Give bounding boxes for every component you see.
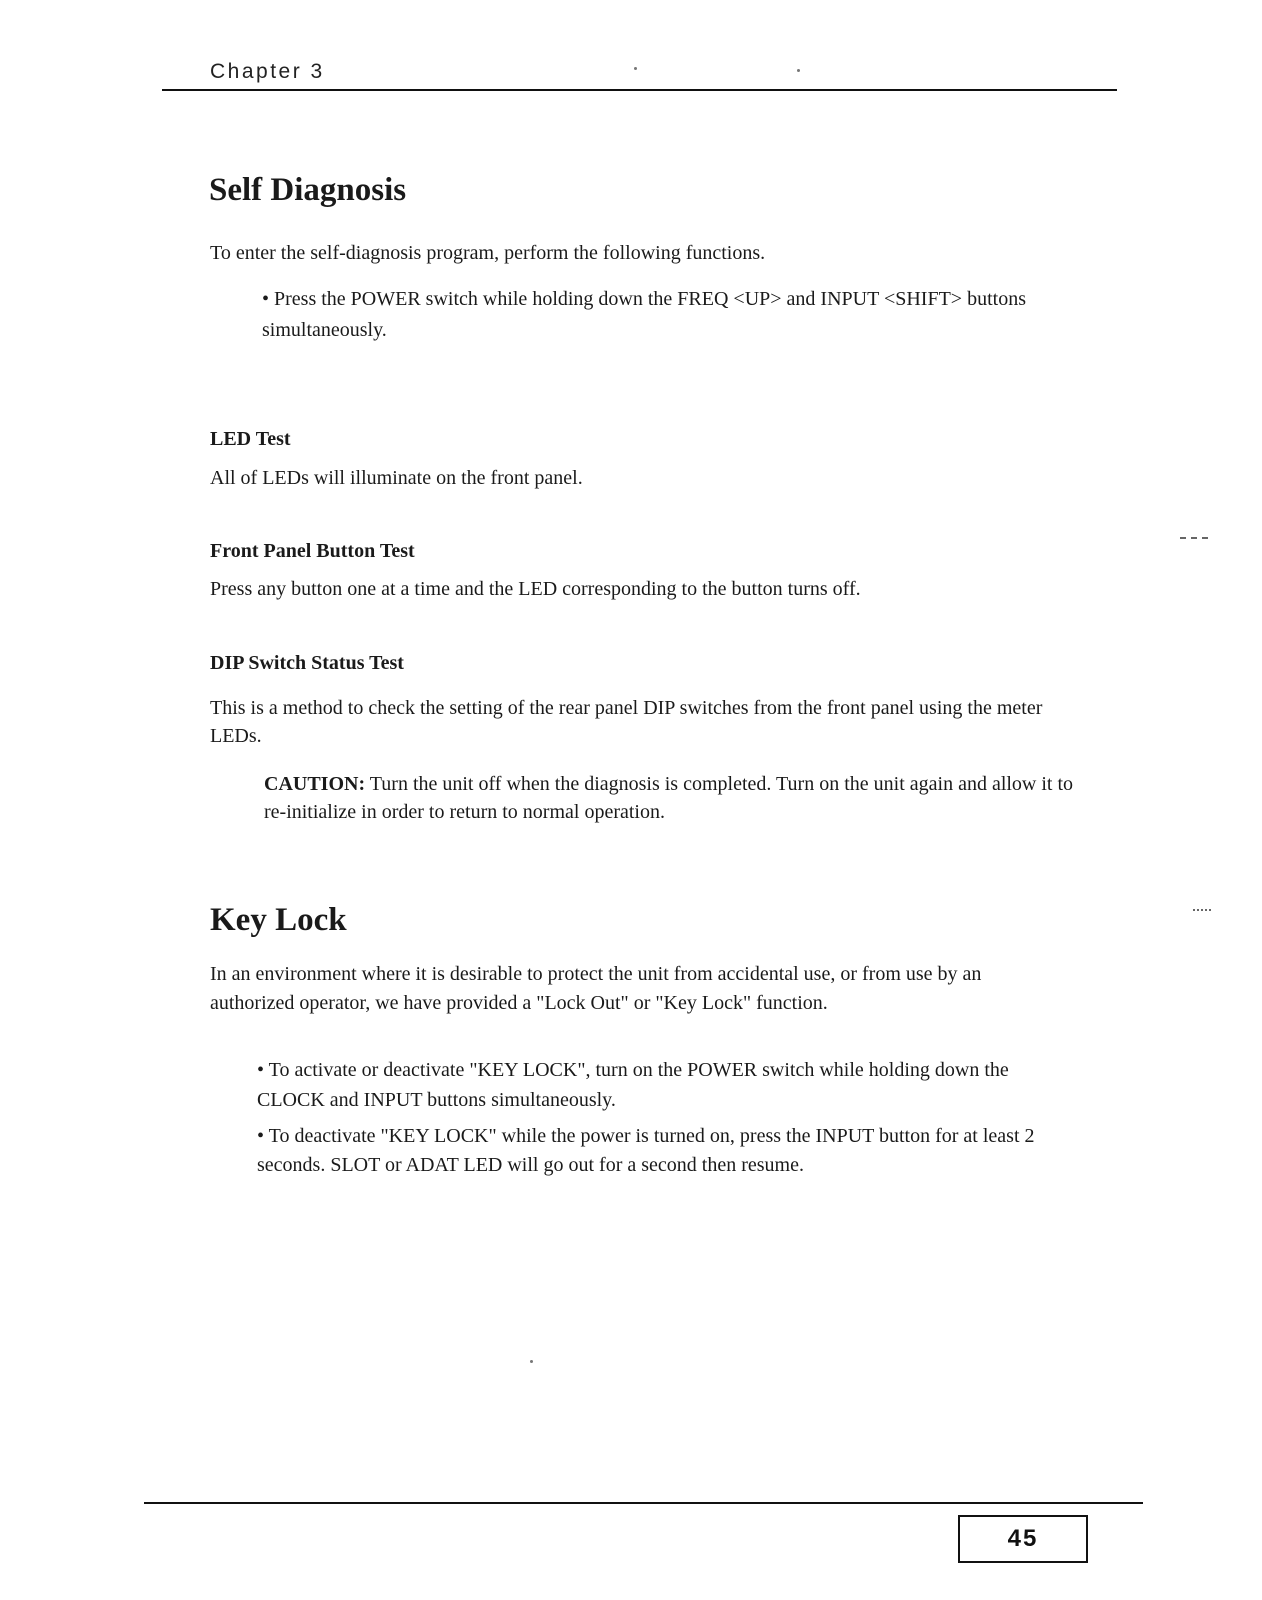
led-test-body: All of LEDs will illuminate on the front panel. xyxy=(210,467,583,489)
section-title-key-lock: Key Lock xyxy=(210,902,347,938)
chapter-header: Chapter 3 xyxy=(210,60,325,83)
page-number-box xyxy=(958,1515,1088,1563)
key-lock-bullet: • To activate or deactivate "KEY LOCK", turn on the POWER switch while holding down the CLOCK and INPUT buttons simultaneously. xyxy=(257,1059,1009,1111)
footer-rule xyxy=(144,1502,1143,1504)
scan-mark xyxy=(1180,537,1208,540)
caution-label: CAUTION: xyxy=(264,773,366,795)
caution-note xyxy=(264,770,1079,826)
self-diagnosis-bullet: • Press the POWER switch while holding down the FREQ <UP> and INPUT <SHIFT> buttons simultaneously. xyxy=(262,288,1026,341)
subheading-front-panel-button-test: Front Panel Button Test xyxy=(210,540,415,562)
caution-text: Turn the unit off when the diagnosis is completed. Turn on the unit again and allow it to re-initialize in order to return to normal operation. xyxy=(264,773,1074,823)
section-title-self-diagnosis: Self Diagnosis xyxy=(209,172,407,208)
dip-switch-status-test-body: This is a method to check the setting of the rear panel DIP switches from the front panel using the meter LEDs. xyxy=(210,697,1043,747)
header-rule xyxy=(162,89,1117,91)
subheading-dip-switch-status-test: DIP Switch Status Test xyxy=(210,652,404,674)
scan-mark xyxy=(1193,909,1211,912)
self-diagnosis-intro: To enter the self-diagnosis program, perform the following functions. xyxy=(210,242,766,264)
scan-speck xyxy=(634,67,637,70)
key-lock-bullet: • To deactivate "KEY LOCK" while the power is turned on, press the INPUT button for at least 2 seconds. SLOT or ADAT LED will go out for a second then resume. xyxy=(257,1125,1035,1176)
page-number: 45 xyxy=(1007,1525,1039,1552)
scan-speck xyxy=(530,1360,533,1363)
subheading-led-test: LED Test xyxy=(210,428,291,450)
front-panel-button-test-body: Press any button one at a time and the LED corresponding to the button turns off. xyxy=(210,578,861,600)
key-lock-intro: In an environment where it is desirable to protect the unit from accidental use, or from use by an authorized operator, we have provided a "Lock Out" or "Key Lock" function. xyxy=(210,963,982,1014)
scan-speck xyxy=(797,69,800,72)
